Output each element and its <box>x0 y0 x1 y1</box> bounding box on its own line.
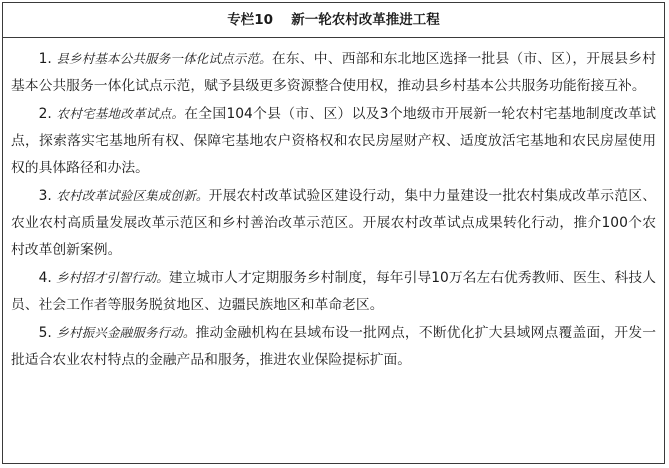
list-item <box>11 319 656 374</box>
item-number: 5. <box>38 325 57 341</box>
item-heading: 乡村振兴金融服务行动。 <box>56 325 196 340</box>
item-heading: 农村改革试验区集成创新。 <box>56 188 209 203</box>
item-heading: 县乡村基本公共服务一体化试点示范。 <box>56 51 272 66</box>
list-item <box>11 264 656 319</box>
item-number: 3. <box>38 188 57 204</box>
item-number: 1. <box>38 51 57 67</box>
item-body: 在东、中、西部和东北地区选择一批县（市、区），开展县乡村基本公共服务一体化试点示范，赋予县级更多资源整合使用权，推动县乡村基本公共服务功能衔接互补。 <box>11 51 656 94</box>
column-content <box>3 38 664 374</box>
list-item <box>11 45 656 100</box>
list-item <box>11 100 656 182</box>
item-number: 2. <box>38 106 57 122</box>
item-number: 4. <box>38 270 57 286</box>
item-body: 推动金融机构在县域布设一批网点，不断优化扩大县域网点覆盖面，开发一批适合农业农村特点的金融产品和服务，推进农业保险提标扩面。 <box>11 325 656 368</box>
column-box <box>2 2 665 464</box>
item-body: 开展农村改革试验区建设行动，集中力量建设一批农村集成改革示范区、农业农村高质量发展改革示范区和乡村善治改革示范区。开展农村改革试点成果转化行动，推介100个农村改革创新案例。 <box>11 188 656 258</box>
item-heading: 乡村招才引智行动。 <box>56 270 169 285</box>
item-body: 建立城市人才定期服务乡村制度，每年引导10万名左右优秀教师、医生、科技人员、社会工作者等服务脱贫地区、边疆民族地区和革命老区。 <box>11 270 656 313</box>
column-title: 专栏10 新一轮农村改革推进工程 <box>3 3 664 38</box>
item-body: 在全国104个县（市、区）以及3个地级市开展新一轮农村宅基地制度改革试点，探索落实宅基地所有权、保障宅基地农户资格权和农民房屋财产权、适度放活宅基地和农民房屋使用权的具体路径和办法。 <box>11 106 656 176</box>
item-heading: 农村宅基地改革试点。 <box>56 106 185 121</box>
list-item <box>11 182 656 264</box>
